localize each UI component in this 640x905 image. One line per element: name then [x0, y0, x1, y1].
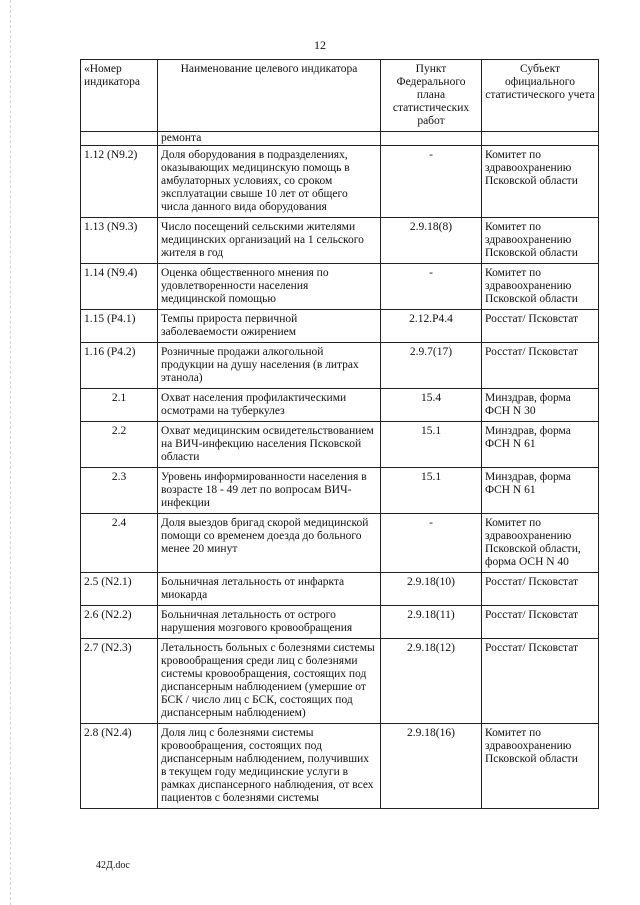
federal-plan-item: 2.9.18(12) [381, 639, 482, 724]
indicator-name: Темпы прироста первичной заболеваемости ожирением [158, 310, 381, 343]
indicator-number: 2.3 [81, 468, 158, 514]
statistics-subject: Росстат/ Псковстат [482, 639, 599, 724]
federal-plan-item: 2.9.18(10) [381, 573, 482, 606]
indicator-number: 1.15 (P4.1) [81, 310, 158, 343]
indicator-name: Уровень информированности населения в возрасте 18 - 49 лет по вопросам ВИЧ-инфекции [158, 468, 381, 514]
table-row [81, 146, 599, 218]
statistics-subject: Росстат/ Псковстат [482, 343, 599, 389]
indicator-number: 1.12 (N9.2) [81, 146, 158, 218]
indicator-name: Доля лиц с болезнями системы кровообращения, состоящих под диспансерным наблюдением, получивших в текущем году медицинские услуги в рамках диспансерного наблюдения, от всех пациентов с болезнями системы [158, 724, 381, 809]
table-row [81, 606, 599, 639]
federal-plan-item: - [381, 146, 482, 218]
continuation-text: ремонта [158, 132, 381, 146]
indicator-number: 2.5 (N2.1) [81, 573, 158, 606]
indicator-name: Больничная летальность от инфаркта миокарда [158, 573, 381, 606]
statistics-subject: Минздрав, форма ФСН N 61 [482, 422, 599, 468]
statistics-subject: Комитет по здравоохранению Псковской области, форма ОСН N 40 [482, 514, 599, 573]
table-row [81, 639, 599, 724]
indicator-number: 2.6 (N2.2) [81, 606, 158, 639]
table-row [81, 468, 599, 514]
indicator-number: 2.2 [81, 422, 158, 468]
federal-plan-item: 15.1 [381, 422, 482, 468]
federal-plan-item: 2.9.18(16) [381, 724, 482, 809]
indicator-table [80, 59, 599, 809]
federal-plan-item: 2.9.18(11) [381, 606, 482, 639]
scan-edge [10, 0, 12, 905]
statistics-subject: Росстат/ Псковстат [482, 606, 599, 639]
federal-plan-item: - [381, 514, 482, 573]
table-row [81, 422, 599, 468]
header-indicator-number: «Номер индикатора [81, 60, 158, 132]
federal-plan-item: 15.4 [381, 389, 482, 422]
federal-plan-item: 2.9.18(8) [381, 218, 482, 264]
indicator-name: Охват населения профилактическими осмотрами на туберкулез [158, 389, 381, 422]
table-row [81, 724, 599, 809]
table-row [81, 343, 599, 389]
indicator-name: Розничные продажи алкогольной продукции на душу населения (в литрах этанола) [158, 343, 381, 389]
federal-plan-item: - [381, 264, 482, 310]
statistics-subject: Комитет по здравоохранению Псковской области [482, 264, 599, 310]
indicator-number: 1.14 (N9.4) [81, 264, 158, 310]
table-row [81, 310, 599, 343]
table-row [81, 573, 599, 606]
page-number: 12 [314, 38, 326, 52]
statistics-subject: Минздрав, форма ФСН N 61 [482, 468, 599, 514]
table-row [81, 264, 599, 310]
indicator-name: Число посещений сельскими жителями медицинских организаций на 1 сельского жителя в год [158, 218, 381, 264]
federal-plan-item: 2.12.P4.4 [381, 310, 482, 343]
indicator-number: 1.16 (P4.2) [81, 343, 158, 389]
indicator-number: 1.13 (N9.3) [81, 218, 158, 264]
indicator-name: Больничная летальность от острого нарушения мозгового кровообращения [158, 606, 381, 639]
table-row [81, 218, 599, 264]
federal-plan-item: 2.9.7(17) [381, 343, 482, 389]
statistics-subject: Комитет по здравоохранению Псковской области [482, 218, 599, 264]
statistics-subject: Росстат/ Псковстат [482, 310, 599, 343]
indicator-name: Охват медицинским освидетельствованием на ВИЧ-инфекцию населения Псковской области [158, 422, 381, 468]
continuation-row [81, 132, 599, 146]
table-row [81, 514, 599, 573]
header-indicator-name: Наименование целевого индикатора [158, 60, 381, 132]
federal-plan-item: 15.1 [381, 468, 482, 514]
indicator-name: Доля выездов бригад скорой медицинской помощи со временем доезда до больного менее 20 минут [158, 514, 381, 573]
table-header-row [81, 60, 599, 132]
indicator-number: 2.1 [81, 389, 158, 422]
statistics-subject: Минздрав, форма ФСН N 30 [482, 389, 599, 422]
statistics-subject: Комитет по здравоохранению Псковской области [482, 724, 599, 809]
indicator-name: Оценка общественного мнения по удовлетворенности населения медицинской помощью [158, 264, 381, 310]
statistics-subject: Комитет по здравоохранению Псковской области [482, 146, 599, 218]
indicator-number: 2.7 (N2.3) [81, 639, 158, 724]
table-row [81, 389, 599, 422]
indicator-name: Летальность больных с болезнями системы кровообращения среди лиц с болезнями системы кровообращения, состоящих под диспансерным наблюдением (умершие от БСК / число лиц с БСК, состоящих под диспансерным наблюдением) [158, 639, 381, 724]
indicator-name: Доля оборудования в подразделениях, оказывающих медицинскую помощь в амбулаторных условиях, со сроком эксплуатации свыше 10 лет от общего числа данного вида оборудования [158, 146, 381, 218]
indicator-number: 2.8 (N2.4) [81, 724, 158, 809]
indicator-number: 2.4 [81, 514, 158, 573]
footer-filename: 42Д.doc [96, 860, 130, 871]
header-statistics-subject: Субъект официального статистического учета [482, 60, 599, 132]
statistics-subject: Росстат/ Псковстат [482, 573, 599, 606]
header-federal-plan-item: Пункт Федерального плана статистических работ [381, 60, 482, 132]
